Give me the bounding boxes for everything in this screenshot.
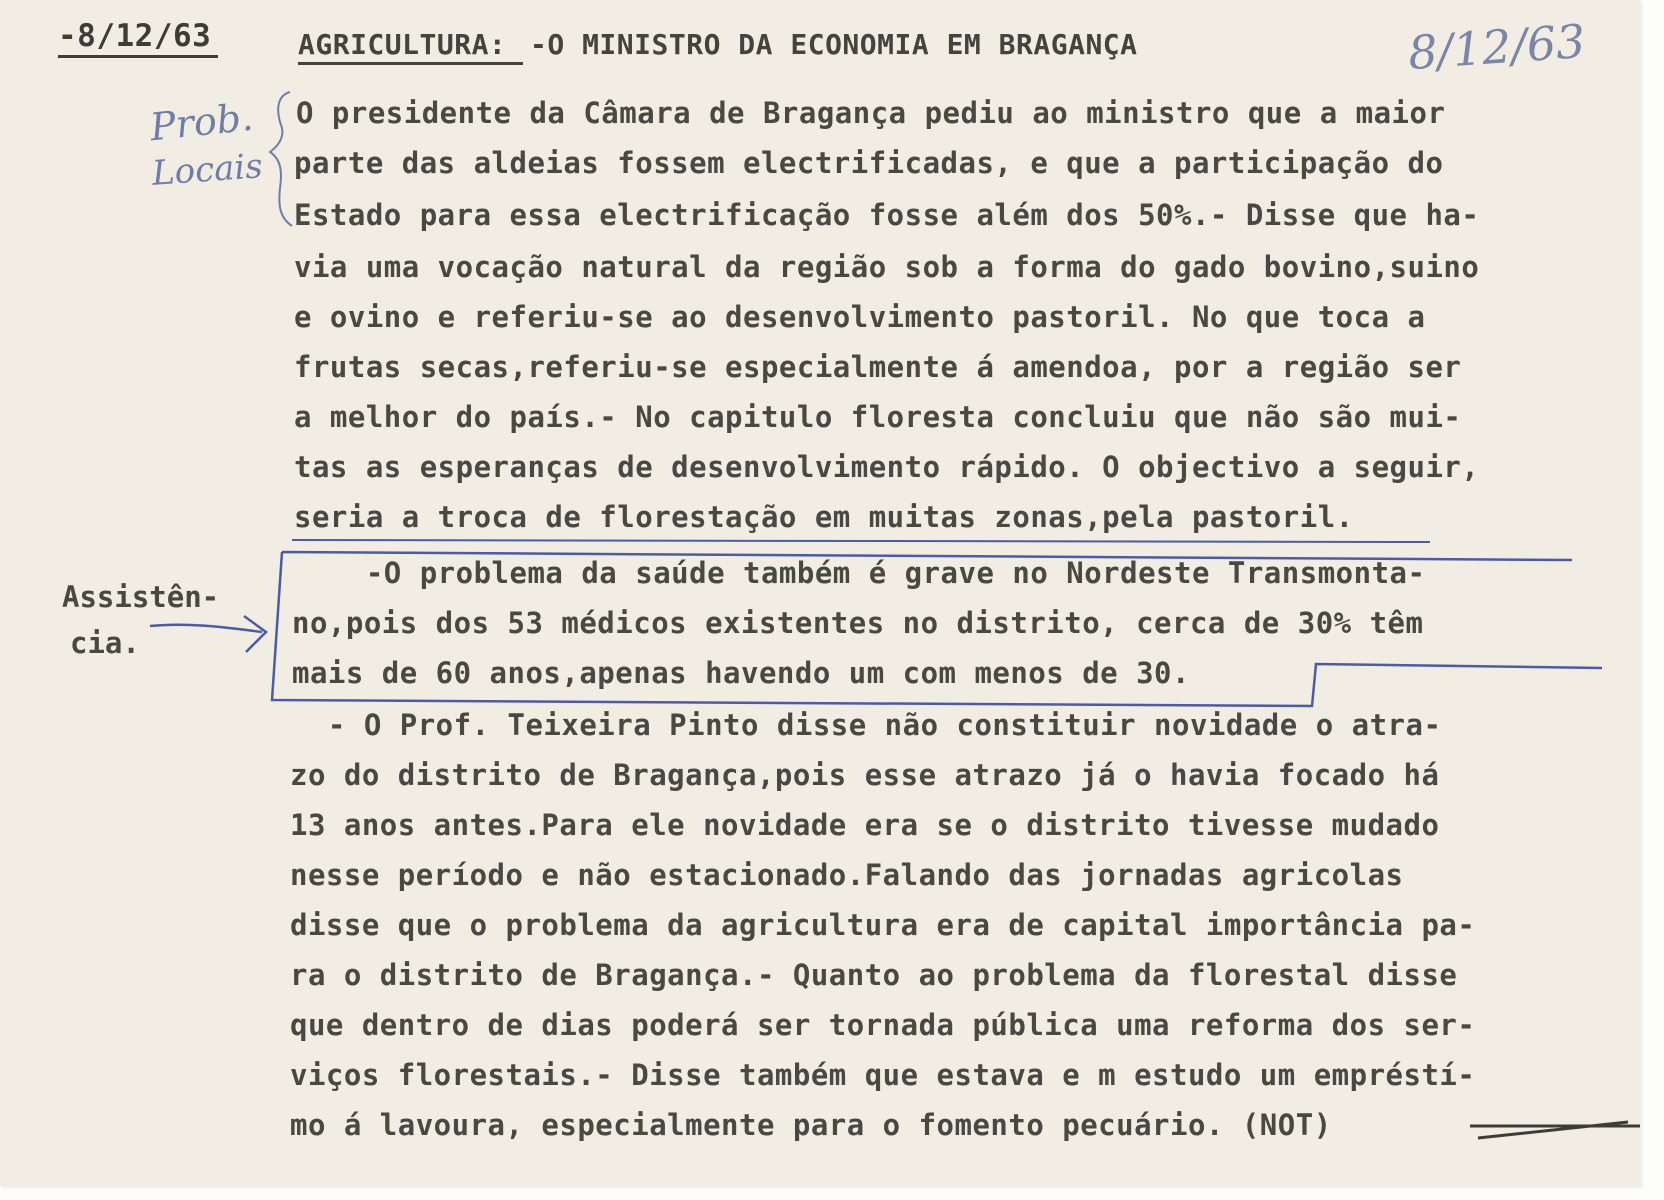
body-line: seria a troca de florestação em muitas zonas,pela pastoril.	[294, 500, 1354, 534]
margin-note-assistencia-line1: Assistên-	[62, 580, 220, 614]
underline-mark	[292, 540, 1430, 542]
body-line: mais de 60 anos,apenas havendo um com menos de 30.	[292, 656, 1190, 690]
body-line: que dentro de dias poderá ser tornada pública uma reforma dos ser-	[290, 1008, 1476, 1042]
body-line: - O Prof. Teixeira Pinto disse não constituir novidade o atra-	[292, 708, 1442, 742]
handwritten-margin-note-line2: Locais	[150, 146, 264, 194]
body-line: mo á lavoura, especialmente para o fomento pecuário. (NOT)	[290, 1108, 1332, 1142]
strike-mark	[1470, 1122, 1640, 1138]
article-title: -O MINISTRO DA ECONOMIA EM BRAGANÇA	[530, 28, 1138, 61]
left-bracket-mark	[270, 92, 292, 226]
body-line: zo do distrito de Bragança,pois esse atrazo já o havia focado há	[290, 758, 1440, 792]
arrow-icon	[150, 616, 266, 652]
section-label: AGRICULTURA:	[298, 28, 507, 61]
body-line: frutas secas,referiu-se especialmente á amendoa, por a região ser	[294, 350, 1462, 384]
body-line: viços florestais.- Disse também que estava e m estudo um empréstí-	[290, 1058, 1476, 1092]
body-line: tas as esperanças de desenvolvimento rápido. O objectivo a seguir,	[294, 450, 1480, 484]
body-line: parte das aldeias fossem electrificadas, e que a participação do	[294, 146, 1444, 180]
section-underline	[298, 62, 523, 65]
handwritten-margin-note-line1: Prob.	[147, 94, 256, 150]
body-line: -O problema da saúde também é grave no Nordeste Transmonta-	[294, 556, 1426, 590]
typed-date: -8/12/63	[58, 18, 212, 54]
body-line: nesse período e não estacionado.Falando das jornadas agricolas	[290, 858, 1404, 892]
body-line: via uma vocação natural da região sob a forma do gado bovino,suino	[294, 250, 1480, 284]
body-line: O presidente da Câmara de Bragança pediu ao ministro que a maior	[296, 96, 1446, 130]
body-line: a melhor do país.- No capitulo floresta concluiu que não são mui-	[294, 400, 1462, 434]
body-line: Estado para essa electrificação fosse além dos 50%.- Disse que ha-	[294, 198, 1480, 232]
body-line: ra o distrito de Bragança.- Quanto ao problema da florestal disse	[290, 958, 1458, 992]
margin-note-assistencia-line2: cia.	[70, 626, 140, 660]
handwritten-date: 8/12/63	[1406, 13, 1588, 81]
body-line: e ovino e referiu-se ao desenvolvimento pastoril. No que toca a	[294, 300, 1426, 334]
body-line: no,pois dos 53 médicos existentes no distrito, cerca de 30% têm	[292, 606, 1424, 640]
body-line: disse que o problema da agricultura era de capital importância pa-	[290, 908, 1476, 942]
body-line: 13 anos antes.Para ele novidade era se o distrito tivesse mudado	[290, 808, 1440, 842]
date-underline	[58, 55, 218, 58]
